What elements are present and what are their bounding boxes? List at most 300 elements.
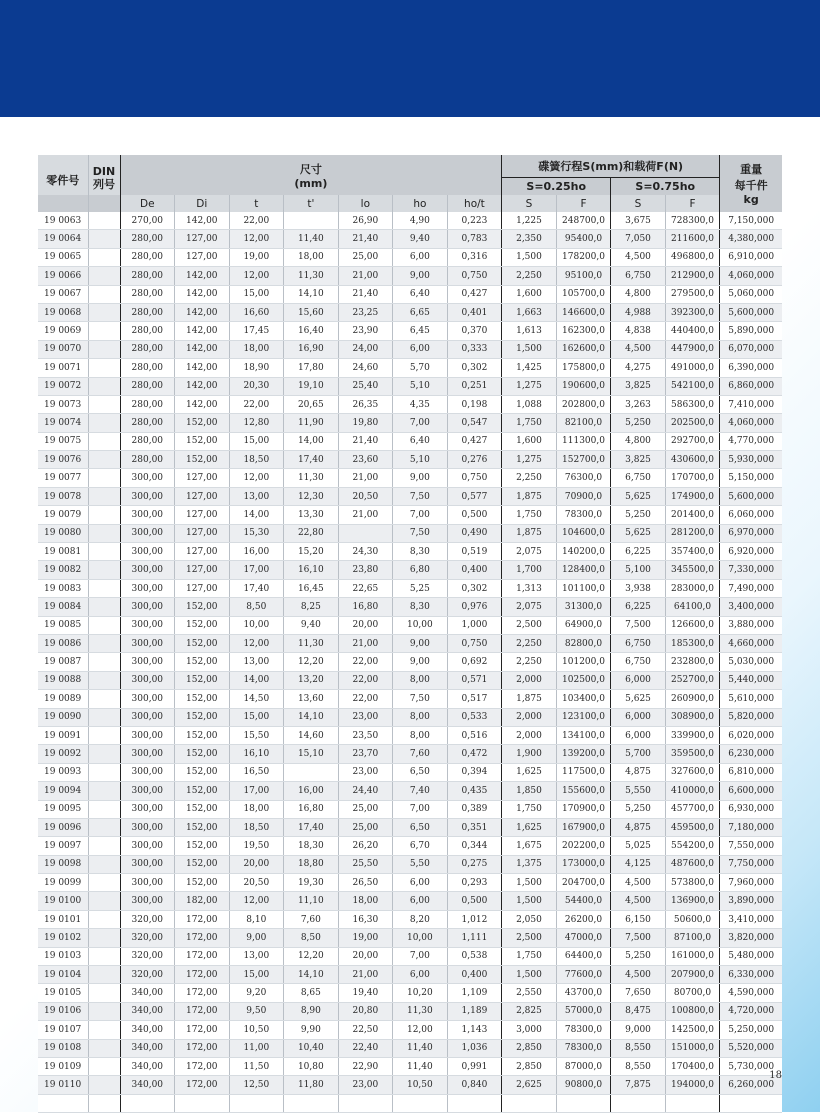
cell-ho-t: 0,344 bbox=[447, 837, 502, 855]
cell-part-no: 19 0081 bbox=[38, 543, 88, 561]
cell-ho-t: 0,750 bbox=[447, 267, 502, 285]
cell-de: 280,00 bbox=[120, 359, 175, 377]
cell-f1: 170900,0 bbox=[556, 800, 611, 818]
cell-t-prime: 13,60 bbox=[284, 690, 339, 708]
cell-di: 152,00 bbox=[175, 800, 230, 818]
cell-din-series bbox=[88, 469, 120, 487]
cell-s1: 2,250 bbox=[502, 469, 557, 487]
cell-part-no: 19 0068 bbox=[38, 303, 88, 321]
cell-f2: 339900,0 bbox=[665, 726, 720, 744]
cell-din-series bbox=[88, 874, 120, 892]
cell-ho: 11,30 bbox=[393, 1002, 448, 1020]
cell-t: 13,00 bbox=[229, 487, 284, 505]
cell-s1: 1,500 bbox=[502, 248, 557, 266]
cell-t: 15,00 bbox=[229, 966, 284, 984]
cell-t: 22,00 bbox=[229, 395, 284, 413]
cell-part-no: 19 0070 bbox=[38, 340, 88, 358]
cell-s2: 9,000 bbox=[611, 1021, 666, 1039]
cell-ho-t: 1,000 bbox=[447, 616, 502, 634]
table-row bbox=[38, 598, 782, 616]
cell-s1: 1,600 bbox=[502, 285, 557, 303]
cell-part-no: 19 0104 bbox=[38, 966, 88, 984]
cell-s2: 4,875 bbox=[611, 763, 666, 781]
cell-de: 300,00 bbox=[120, 598, 175, 616]
cell-de bbox=[120, 1094, 175, 1112]
cell-s2: 6,150 bbox=[611, 910, 666, 928]
table-row bbox=[38, 855, 782, 873]
table-row bbox=[38, 1094, 782, 1112]
cell-f2: 554200,0 bbox=[665, 837, 720, 855]
cell-din-series bbox=[88, 763, 120, 781]
cell-ho: 6,40 bbox=[393, 285, 448, 303]
cell-di: 142,00 bbox=[175, 267, 230, 285]
cell-s1: 1,225 bbox=[502, 212, 557, 230]
cell-t-prime: 14,10 bbox=[284, 708, 339, 726]
cell-f2 bbox=[665, 1094, 720, 1112]
cell-lo: 25,40 bbox=[338, 377, 393, 395]
cell-de: 280,00 bbox=[120, 340, 175, 358]
table-row bbox=[38, 579, 782, 597]
cell-ho-t: 0,976 bbox=[447, 598, 502, 616]
cell-din-series bbox=[88, 800, 120, 818]
cell-f1: 162300,0 bbox=[556, 322, 611, 340]
cell-weight: 4,770,000 bbox=[720, 432, 782, 450]
cell-s1: 1,613 bbox=[502, 322, 557, 340]
cell-f2: 64100,0 bbox=[665, 598, 720, 616]
col-F2: F bbox=[665, 195, 720, 212]
cell-part-no: 19 0069 bbox=[38, 322, 88, 340]
cell-t-prime: 14,10 bbox=[284, 285, 339, 303]
cell-t-prime: 16,90 bbox=[284, 340, 339, 358]
cell-f2: 232800,0 bbox=[665, 653, 720, 671]
din-label: DIN列号 bbox=[92, 165, 116, 191]
cell-din-series bbox=[88, 653, 120, 671]
part-no-label: 零件号 bbox=[46, 174, 80, 187]
cell-f1: 202800,0 bbox=[556, 395, 611, 413]
cell-ho: 7,00 bbox=[393, 506, 448, 524]
cell-f2: 194000,0 bbox=[665, 1076, 720, 1094]
cell-weight: 7,550,000 bbox=[720, 837, 782, 855]
cell-de: 320,00 bbox=[120, 910, 175, 928]
cell-ho: 7,00 bbox=[393, 947, 448, 965]
cell-part-no: 19 0087 bbox=[38, 653, 88, 671]
cell-weight: 3,880,000 bbox=[720, 616, 782, 634]
cell-ho-t: 0,401 bbox=[447, 303, 502, 321]
cell-t: 20,00 bbox=[229, 855, 284, 873]
cell-s1: 2,850 bbox=[502, 1057, 557, 1075]
cell-t: 17,40 bbox=[229, 579, 284, 597]
cell-f1: 123100,0 bbox=[556, 708, 611, 726]
cell-weight: 6,020,000 bbox=[720, 726, 782, 744]
cell-weight: 5,440,000 bbox=[720, 671, 782, 689]
cell-f2: 573800,0 bbox=[665, 874, 720, 892]
cell-din-series bbox=[88, 929, 120, 947]
cell-s2: 8,550 bbox=[611, 1039, 666, 1057]
cell-s1: 2,250 bbox=[502, 267, 557, 285]
cell-f1: 140200,0 bbox=[556, 543, 611, 561]
cell-ho: 9,00 bbox=[393, 653, 448, 671]
cell-weight: 5,480,000 bbox=[720, 947, 782, 965]
table-row bbox=[38, 910, 782, 928]
cell-s1: 2,850 bbox=[502, 1039, 557, 1057]
cell-t: 12,00 bbox=[229, 230, 284, 248]
cell-de: 280,00 bbox=[120, 230, 175, 248]
cell-lo: 21,40 bbox=[338, 432, 393, 450]
cell-t: 18,00 bbox=[229, 340, 284, 358]
cell-ho: 10,00 bbox=[393, 616, 448, 634]
spring-travel-header: 碟簧行程S(mm)和载荷F(N) bbox=[502, 155, 720, 177]
cell-part-no: 19 0086 bbox=[38, 634, 88, 652]
cell-lo: 23,00 bbox=[338, 763, 393, 781]
cell-ho: 6,40 bbox=[393, 432, 448, 450]
cell-s2: 4,988 bbox=[611, 303, 666, 321]
cell-ho-t: 0,198 bbox=[447, 395, 502, 413]
cell-din-series bbox=[88, 487, 120, 505]
cell-din-series bbox=[88, 451, 120, 469]
cell-s1: 1,900 bbox=[502, 745, 557, 763]
cell-t-prime: 11,80 bbox=[284, 1076, 339, 1094]
cell-s1: 1,625 bbox=[502, 763, 557, 781]
cell-s1: 2,500 bbox=[502, 616, 557, 634]
cell-t-prime: 8,50 bbox=[284, 929, 339, 947]
cell-f1: 111300,0 bbox=[556, 432, 611, 450]
cell-ho-t: 1,189 bbox=[447, 1002, 502, 1020]
cell-f1: 101200,0 bbox=[556, 653, 611, 671]
cell-ho: 7,50 bbox=[393, 487, 448, 505]
cell-ho: 8,30 bbox=[393, 543, 448, 561]
cell-t-prime: 12,20 bbox=[284, 653, 339, 671]
table-row bbox=[38, 1076, 782, 1094]
cell-de: 280,00 bbox=[120, 432, 175, 450]
cell-f2: 136900,0 bbox=[665, 892, 720, 910]
part-no-header bbox=[38, 174, 88, 212]
weight-sub-label: 每千件 bbox=[734, 179, 768, 192]
cell-din-series bbox=[88, 285, 120, 303]
cell-ho-t: 0,427 bbox=[447, 432, 502, 450]
s025-header: S=0.25ho bbox=[502, 177, 611, 195]
cell-weight: 4,060,000 bbox=[720, 267, 782, 285]
table-row bbox=[38, 837, 782, 855]
cell-part-no: 19 0065 bbox=[38, 248, 88, 266]
cell-part-no: 19 0066 bbox=[38, 267, 88, 285]
cell-f1: 90800,0 bbox=[556, 1076, 611, 1094]
cell-s1: 1,625 bbox=[502, 818, 557, 836]
weight-unit: kg bbox=[743, 193, 759, 206]
cell-lo: 22,50 bbox=[338, 1021, 393, 1039]
table-row bbox=[38, 506, 782, 524]
cell-f1: 134100,0 bbox=[556, 726, 611, 744]
cell-f1: 152700,0 bbox=[556, 451, 611, 469]
cell-s1: 2,500 bbox=[502, 929, 557, 947]
cell-weight: 6,910,000 bbox=[720, 248, 782, 266]
cell-s1: 1,425 bbox=[502, 359, 557, 377]
cell-f1: 248700,0 bbox=[556, 212, 611, 230]
table-row bbox=[38, 543, 782, 561]
cell-weight: 4,380,000 bbox=[720, 230, 782, 248]
cell-lo: 20,50 bbox=[338, 487, 393, 505]
cell-weight: 4,660,000 bbox=[720, 634, 782, 652]
cell-ho: 5,10 bbox=[393, 451, 448, 469]
cell-de: 300,00 bbox=[120, 671, 175, 689]
cell-lo: 24,00 bbox=[338, 340, 393, 358]
cell-part-no: 19 0109 bbox=[38, 1057, 88, 1075]
cell-di: 152,00 bbox=[175, 818, 230, 836]
cell-ho-t: 0,333 bbox=[447, 340, 502, 358]
cell-ho: 6,00 bbox=[393, 248, 448, 266]
cell-ho-t: 0,302 bbox=[447, 359, 502, 377]
cell-s1: 2,000 bbox=[502, 671, 557, 689]
cell-t: 13,00 bbox=[229, 947, 284, 965]
cell-di: 152,00 bbox=[175, 653, 230, 671]
cell-weight: 5,520,000 bbox=[720, 1039, 782, 1057]
cell-ho: 11,40 bbox=[393, 1057, 448, 1075]
cell-lo: 23,70 bbox=[338, 745, 393, 763]
cell-t: 18,00 bbox=[229, 800, 284, 818]
cell-s2: 5,550 bbox=[611, 782, 666, 800]
cell-ho: 8,20 bbox=[393, 910, 448, 928]
cell-ho-t: 0,400 bbox=[447, 966, 502, 984]
cell-din-series bbox=[88, 1039, 120, 1057]
cell-de: 280,00 bbox=[120, 285, 175, 303]
cell-din-series bbox=[88, 818, 120, 836]
cell-de: 340,00 bbox=[120, 1076, 175, 1094]
cell-weight: 5,600,000 bbox=[720, 487, 782, 505]
col-S2: S bbox=[611, 195, 666, 212]
cell-s2: 4,500 bbox=[611, 966, 666, 984]
cell-de: 300,00 bbox=[120, 616, 175, 634]
cell-weight: 7,150,000 bbox=[720, 212, 782, 230]
table-row bbox=[38, 248, 782, 266]
cell-de: 300,00 bbox=[120, 818, 175, 836]
cell-s2: 3,675 bbox=[611, 212, 666, 230]
table-row bbox=[38, 487, 782, 505]
cell-f2: 491000,0 bbox=[665, 359, 720, 377]
cell-lo: 25,00 bbox=[338, 818, 393, 836]
cell-di: 172,00 bbox=[175, 984, 230, 1002]
cell-s1: 1,275 bbox=[502, 451, 557, 469]
cell-f1: 155600,0 bbox=[556, 782, 611, 800]
cell-de: 340,00 bbox=[120, 1057, 175, 1075]
table-row bbox=[38, 800, 782, 818]
cell-weight: 6,330,000 bbox=[720, 966, 782, 984]
cell-ho: 8,00 bbox=[393, 671, 448, 689]
cell-s2: 4,875 bbox=[611, 818, 666, 836]
cell-de: 280,00 bbox=[120, 395, 175, 413]
cell-f1: 77600,0 bbox=[556, 966, 611, 984]
cell-de: 300,00 bbox=[120, 561, 175, 579]
col-ho: ho bbox=[393, 195, 448, 212]
table-row bbox=[38, 524, 782, 542]
cell-weight: 6,930,000 bbox=[720, 800, 782, 818]
cell-din-series bbox=[88, 966, 120, 984]
cell-part-no: 19 0089 bbox=[38, 690, 88, 708]
cell-t-prime: 11,30 bbox=[284, 469, 339, 487]
cell-di: 152,00 bbox=[175, 763, 230, 781]
table-row bbox=[38, 432, 782, 450]
cell-f1: 78300,0 bbox=[556, 1021, 611, 1039]
cell-di: 172,00 bbox=[175, 1021, 230, 1039]
table-row bbox=[38, 892, 782, 910]
cell-din-series bbox=[88, 837, 120, 855]
cell-t: 16,50 bbox=[229, 763, 284, 781]
cell-di: 127,00 bbox=[175, 579, 230, 597]
cell-f2: 308900,0 bbox=[665, 708, 720, 726]
dimensions-header bbox=[120, 155, 502, 195]
table-row bbox=[38, 212, 782, 230]
cell-t-prime: 19,30 bbox=[284, 874, 339, 892]
table-row bbox=[38, 451, 782, 469]
cell-ho-t: 0,500 bbox=[447, 506, 502, 524]
cell-weight: 6,860,000 bbox=[720, 377, 782, 395]
cell-t: 18,50 bbox=[229, 818, 284, 836]
cell-t-prime: 12,30 bbox=[284, 487, 339, 505]
table-row bbox=[38, 1002, 782, 1020]
cell-de: 300,00 bbox=[120, 579, 175, 597]
cell-t-prime: 8,90 bbox=[284, 1002, 339, 1020]
cell-t: 15,00 bbox=[229, 285, 284, 303]
cell-f1: 64900,0 bbox=[556, 616, 611, 634]
cell-lo: 21,00 bbox=[338, 267, 393, 285]
cell-f2: 410000,0 bbox=[665, 782, 720, 800]
cell-f2: 201400,0 bbox=[665, 506, 720, 524]
cell-weight: 6,230,000 bbox=[720, 745, 782, 763]
cell-f2: 496800,0 bbox=[665, 248, 720, 266]
cell-de: 270,00 bbox=[120, 212, 175, 230]
cell-part-no: 19 0082 bbox=[38, 561, 88, 579]
cell-s2 bbox=[611, 1094, 666, 1112]
cell-f1: 105700,0 bbox=[556, 285, 611, 303]
cell-f1: 173000,0 bbox=[556, 855, 611, 873]
cell-lo: 21,00 bbox=[338, 469, 393, 487]
cell-f1: 103400,0 bbox=[556, 690, 611, 708]
cell-lo: 21,00 bbox=[338, 966, 393, 984]
cell-ho-t: 0,750 bbox=[447, 469, 502, 487]
cell-part-no: 19 0102 bbox=[38, 929, 88, 947]
cell-weight: 4,060,000 bbox=[720, 414, 782, 432]
cell-ho-t: 0,276 bbox=[447, 451, 502, 469]
cell-s2: 5,625 bbox=[611, 487, 666, 505]
cell-s1: 1,500 bbox=[502, 966, 557, 984]
cell-s2: 4,500 bbox=[611, 340, 666, 358]
cell-t: 9,50 bbox=[229, 1002, 284, 1020]
cell-s1: 2,075 bbox=[502, 543, 557, 561]
cell-t: 9,20 bbox=[229, 984, 284, 1002]
cell-weight bbox=[720, 1094, 782, 1112]
cell-f1: 146600,0 bbox=[556, 303, 611, 321]
cell-ho-t: 0,516 bbox=[447, 726, 502, 744]
table-row bbox=[38, 322, 782, 340]
cell-de: 340,00 bbox=[120, 1002, 175, 1020]
cell-f1: 102500,0 bbox=[556, 671, 611, 689]
table-row bbox=[38, 745, 782, 763]
cell-part-no: 19 0076 bbox=[38, 451, 88, 469]
cell-s2: 7,050 bbox=[611, 230, 666, 248]
cell-part-no: 19 0099 bbox=[38, 874, 88, 892]
cell-din-series bbox=[88, 212, 120, 230]
cell-f1: 82100,0 bbox=[556, 414, 611, 432]
cell-weight: 6,390,000 bbox=[720, 359, 782, 377]
cell-lo: 21,00 bbox=[338, 634, 393, 652]
cell-s2: 4,500 bbox=[611, 892, 666, 910]
cell-f1: 128400,0 bbox=[556, 561, 611, 579]
cell-s1: 1,750 bbox=[502, 947, 557, 965]
cell-ho-t: 0,275 bbox=[447, 855, 502, 873]
cell-t: 17,00 bbox=[229, 782, 284, 800]
cell-di: 152,00 bbox=[175, 634, 230, 652]
cell-lo: 19,40 bbox=[338, 984, 393, 1002]
cell-ho-t: 0,435 bbox=[447, 782, 502, 800]
cell-de: 340,00 bbox=[120, 1021, 175, 1039]
cell-f1: 26200,0 bbox=[556, 910, 611, 928]
cell-s1: 2,000 bbox=[502, 708, 557, 726]
cell-t-prime: 16,45 bbox=[284, 579, 339, 597]
cell-weight: 6,600,000 bbox=[720, 782, 782, 800]
cell-de: 300,00 bbox=[120, 763, 175, 781]
cell-ho-t: 0,517 bbox=[447, 690, 502, 708]
cell-part-no: 19 0106 bbox=[38, 1002, 88, 1020]
cell-lo: 26,35 bbox=[338, 395, 393, 413]
cell-f2: 202500,0 bbox=[665, 414, 720, 432]
cell-part-no bbox=[38, 1094, 88, 1112]
cell-di: 172,00 bbox=[175, 1057, 230, 1075]
cell-din-series bbox=[88, 671, 120, 689]
cell-t: 15,00 bbox=[229, 708, 284, 726]
cell-t-prime: 14,00 bbox=[284, 432, 339, 450]
cell-part-no: 19 0088 bbox=[38, 671, 88, 689]
table-row bbox=[38, 818, 782, 836]
cell-lo: 23,60 bbox=[338, 451, 393, 469]
cell-s2: 6,000 bbox=[611, 671, 666, 689]
cell-din-series bbox=[88, 690, 120, 708]
cell-weight: 5,030,000 bbox=[720, 653, 782, 671]
cell-ho: 7,50 bbox=[393, 690, 448, 708]
cell-s1: 1,088 bbox=[502, 395, 557, 413]
cell-s2: 6,750 bbox=[611, 653, 666, 671]
cell-s2: 6,750 bbox=[611, 634, 666, 652]
cell-part-no: 19 0079 bbox=[38, 506, 88, 524]
cell-ho-t: 0,394 bbox=[447, 763, 502, 781]
cell-di: 152,00 bbox=[175, 616, 230, 634]
cell-lo: 20,00 bbox=[338, 947, 393, 965]
cell-t-prime: 10,80 bbox=[284, 1057, 339, 1075]
cell-lo: 23,25 bbox=[338, 303, 393, 321]
cell-din-series bbox=[88, 359, 120, 377]
cell-t: 12,00 bbox=[229, 634, 284, 652]
cell-lo bbox=[338, 524, 393, 542]
cell-weight: 3,400,000 bbox=[720, 598, 782, 616]
cell-part-no: 19 0101 bbox=[38, 910, 88, 928]
cell-di: 152,00 bbox=[175, 782, 230, 800]
cell-ho: 10,20 bbox=[393, 984, 448, 1002]
cell-f1: 43700,0 bbox=[556, 984, 611, 1002]
cell-lo: 22,00 bbox=[338, 690, 393, 708]
cell-ho: 4,90 bbox=[393, 212, 448, 230]
table-row bbox=[38, 966, 782, 984]
cell-s1: 3,000 bbox=[502, 1021, 557, 1039]
cell-lo: 19,00 bbox=[338, 929, 393, 947]
table-row bbox=[38, 984, 782, 1002]
cell-part-no: 19 0107 bbox=[38, 1021, 88, 1039]
cell-s1: 1,875 bbox=[502, 690, 557, 708]
cell-f1: 31300,0 bbox=[556, 598, 611, 616]
cell-t-prime: 17,40 bbox=[284, 818, 339, 836]
cell-ho: 6,80 bbox=[393, 561, 448, 579]
cell-s1: 2,825 bbox=[502, 1002, 557, 1020]
cell-de: 300,00 bbox=[120, 708, 175, 726]
cell-din-series bbox=[88, 947, 120, 965]
cell-s2: 3,825 bbox=[611, 377, 666, 395]
table-row bbox=[38, 1039, 782, 1057]
